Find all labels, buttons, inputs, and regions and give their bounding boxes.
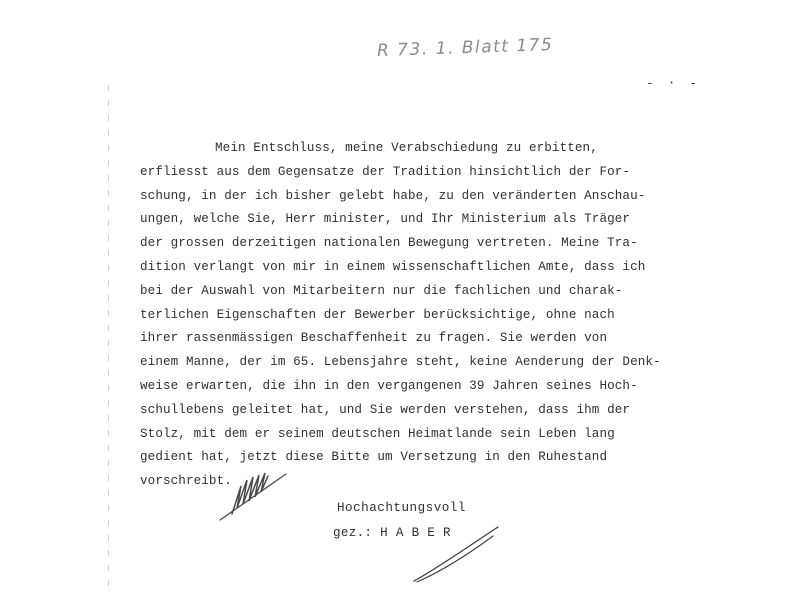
letter-body xyxy=(140,137,685,494)
signature-line: gez.: H A B E R xyxy=(333,526,451,540)
body-line: schullebens geleitet hat, und Sie werden verstehen, dass ihm der xyxy=(140,402,631,417)
closing-salutation: Hochachtungsvoll xyxy=(337,501,466,515)
signature-flourish xyxy=(410,524,502,584)
body-line: dition verlangt von mir in einem wissenschaftlichen Amte, dass ich xyxy=(140,259,646,274)
handwritten-archival-note: R 73. 1. Blatt 175 xyxy=(376,34,554,62)
body-line: Stolz, mit dem er seinem deutschen Heimatlande sein Leben lang xyxy=(140,426,615,441)
body-line: schung, in der ich bisher gelebt habe, zu den veränderten Anschau- xyxy=(140,188,646,203)
pen-dash-marks: - · - xyxy=(646,76,701,91)
body-line: ihrer rassenmässigen Beschaffenheit zu fragen. Sie werden von xyxy=(140,331,608,346)
body-line: bei der Auswahl von Mitarbeitern nur die fachlichen und charak- xyxy=(140,283,623,298)
body-line: terlichen Eigenschaften der Bewerber berücksichtige, ohne nach xyxy=(140,307,615,322)
body-line: der grossen derzeitigen nationalen Bewegung vertreten. Meine Tra- xyxy=(140,236,638,251)
body-line: weise erwarten, die ihn in den vergangenen 39 Jahren seines Hoch- xyxy=(140,378,638,393)
body-line: ungen, welche Sie, Herr minister, und Ihr Ministerium als Träger xyxy=(140,212,631,227)
body-line: Mein Entschluss, meine Verabschiedung zu erbitten, xyxy=(215,141,598,155)
body-line: erfliesst aus dem Gegensatze der Tradition hinsichtlich der For- xyxy=(140,164,631,179)
paper-fold-line xyxy=(108,85,109,593)
body-line: einem Manne, der im 65. Lebensjahre steht, keine Aenderung der Denk- xyxy=(140,355,661,370)
body-line: gedient hat, jetzt diese Bitte um Versetzung in den Ruhestand xyxy=(140,450,608,465)
handwritten-scribble-initials xyxy=(218,468,294,526)
body-line: vorschreibt. xyxy=(140,474,232,489)
